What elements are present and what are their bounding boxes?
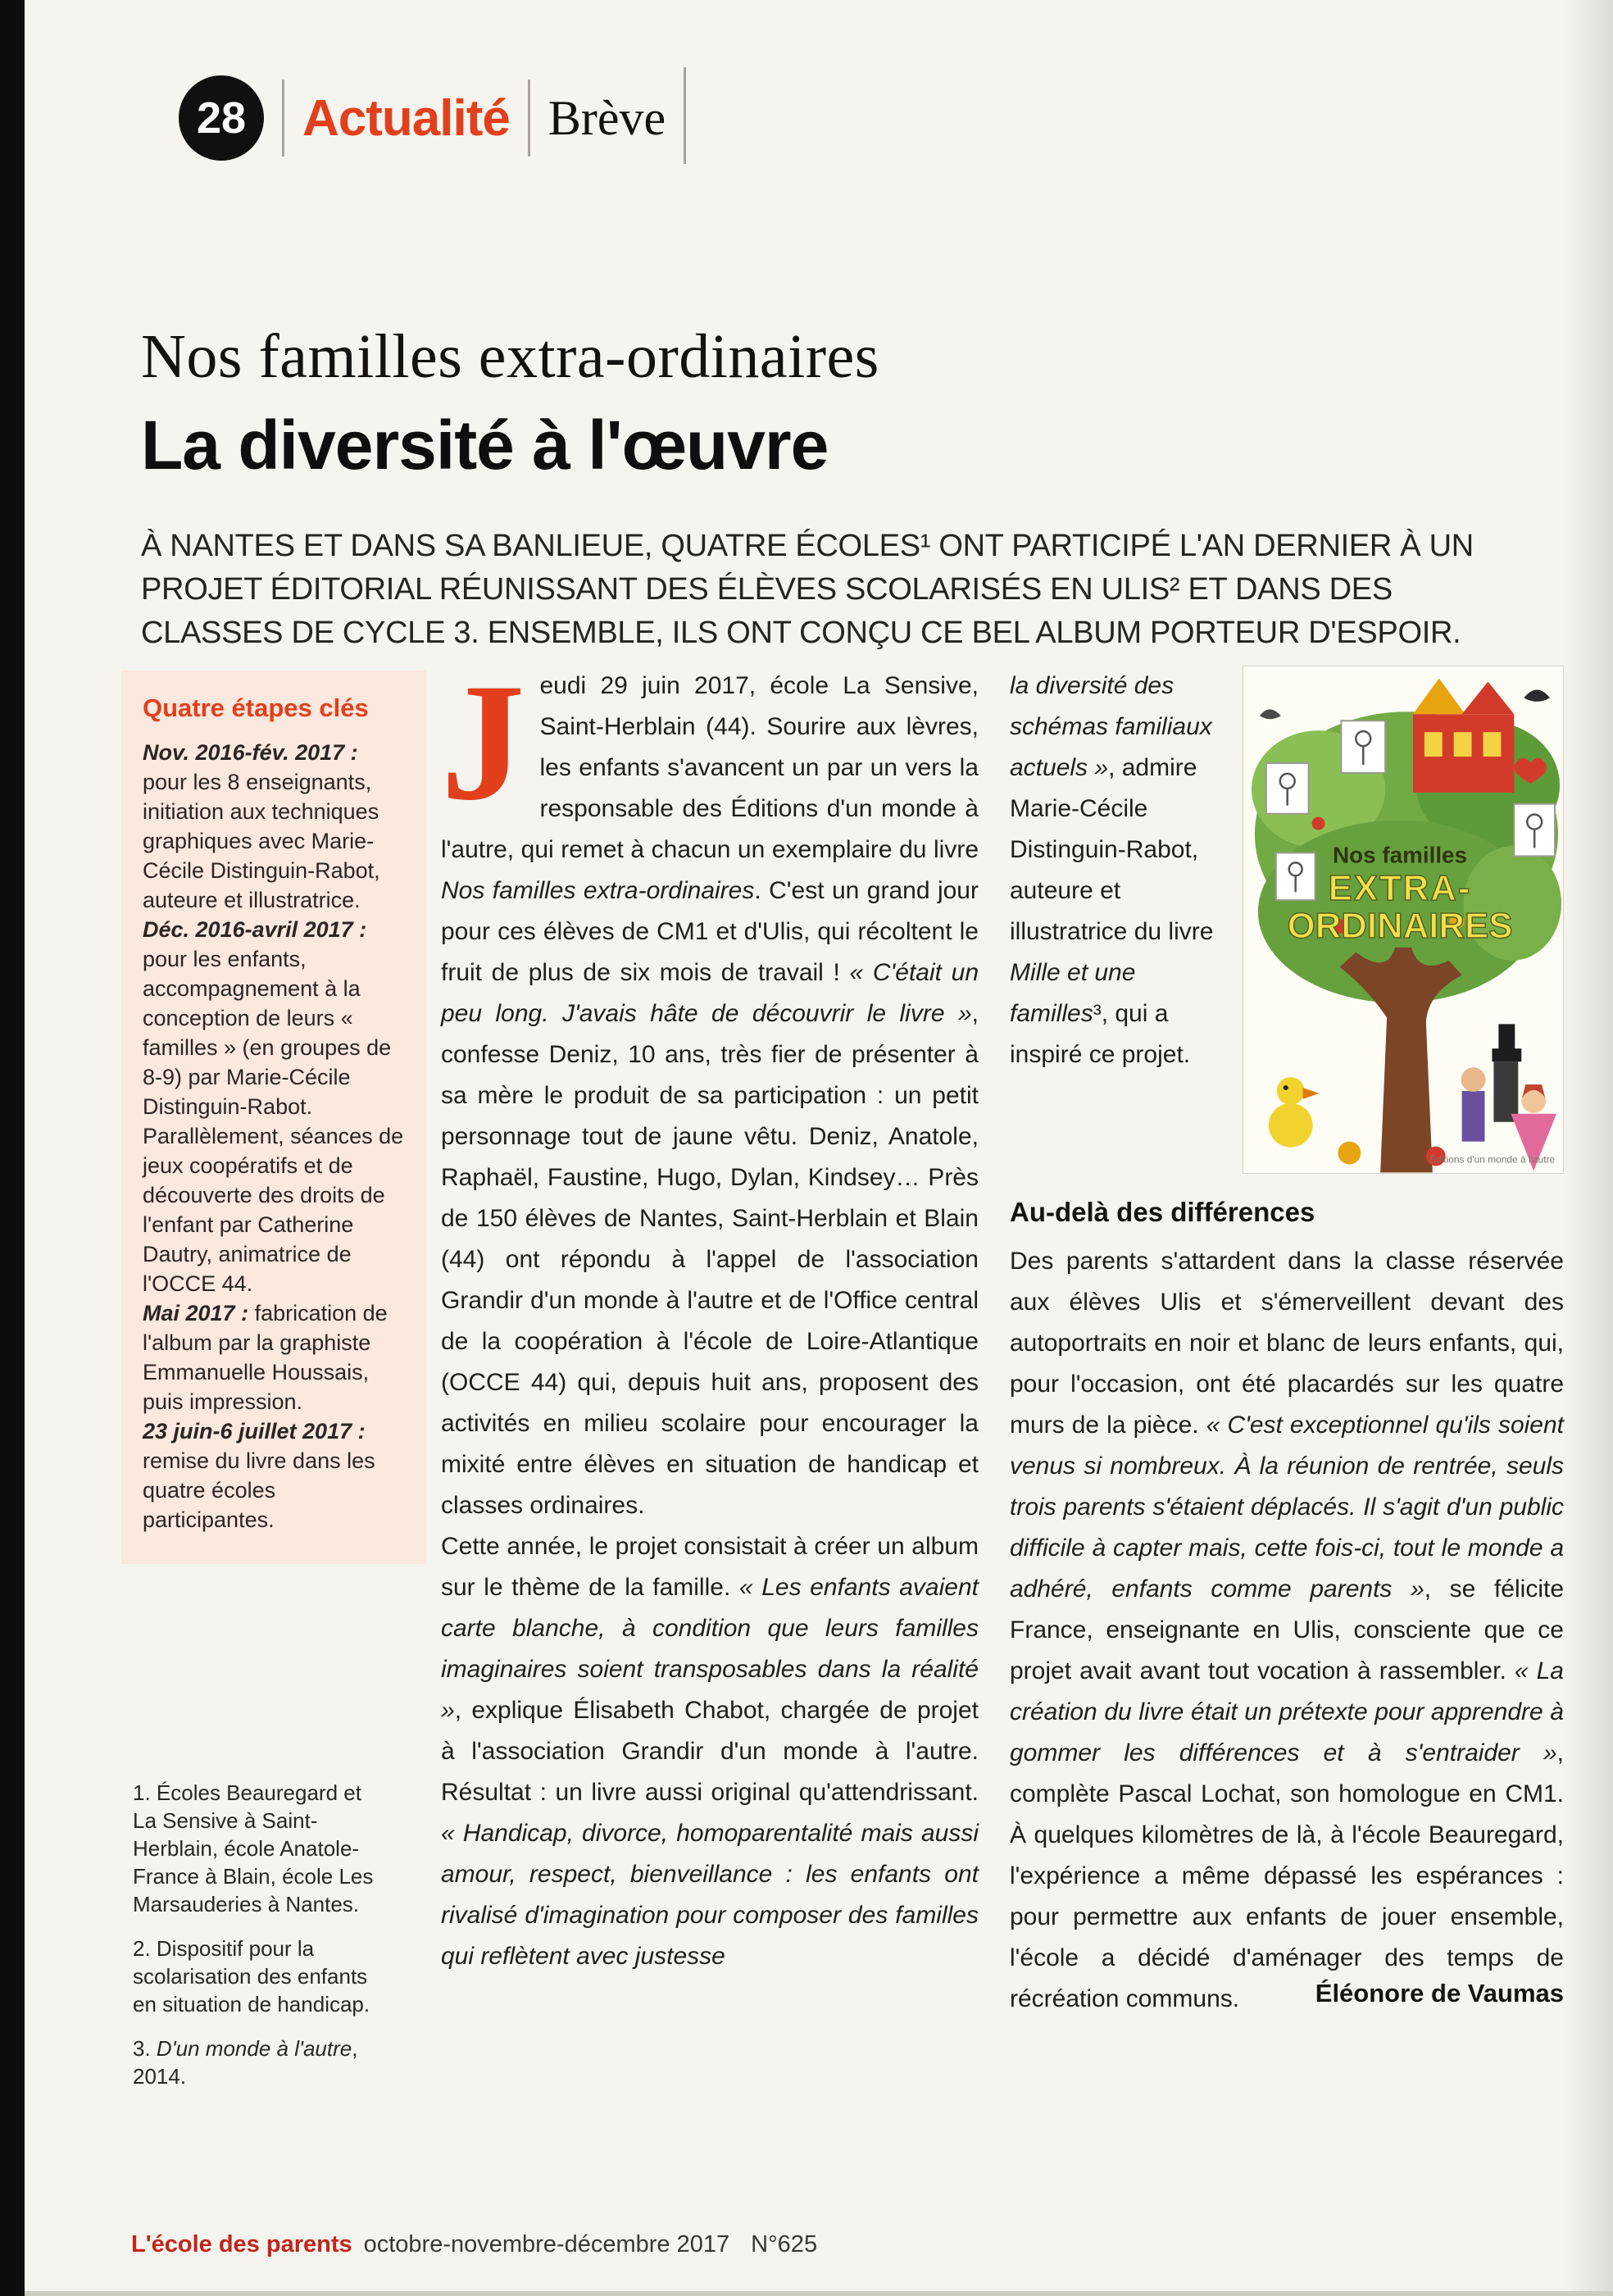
footnotes — [133, 1779, 388, 2107]
standfirst: À NANTES ET DANS SA BANLIEUE, QUATRE ÉCOLES¹ ONT PARTICIPÉ L'AN DERNIER À UN PROJET ÉDITORIAL RÉUNISSANT DES ÉLÈVES SCOLARISÉS EN ULIS² ET DANS DES CLASSES DE CYCLE 3. ENSEMBLE, ILS ONT CONÇU CE BEL ALBUM PORTEUR D'ESPOIR. — [141, 529, 1474, 651]
book-cover-art — [1243, 666, 1563, 1173]
magazine-name: L'école des parents — [131, 2231, 352, 2257]
book-cover-title-line3: ORDINAIRES — [1287, 905, 1513, 946]
article-column-2 — [1010, 666, 1564, 2012]
paragraph: la diversité des schémas familiaux actuels », admire Marie-Cécile Distinguin-Rabot, auteure et illustratrice du livre Mille et une familles³, qui a inspiré ce projet. — [1010, 672, 1214, 1068]
page-number-badge: 28 — [179, 75, 264, 161]
book-cover-illustration — [1243, 666, 1564, 1174]
scan-edge-left — [0, 0, 25, 2296]
scan-edge-right — [1564, 0, 1613, 2296]
scan-edge-bottom — [25, 2291, 1613, 2296]
sidebar-title: Quatre étapes clés — [143, 693, 369, 722]
section-subhead: Au-delà des différences — [1010, 1197, 1315, 1227]
article-title: La diversité à l'œuvre — [141, 407, 829, 484]
section-label: Actualité — [302, 89, 510, 147]
drop-cap: J — [441, 649, 525, 835]
paragraph: Cette année, le projet consistait à créer un album sur le thème de la famille. « Les enfants avaient carte blanche, à condition que leurs familles imaginaires soient transposables dans la réalité », explique Élisabeth Chabot, chargée de projet à l'association Grandir d'un monde à l'autre. Résultat : un livre aussi original qu'attendrissant. « Handicap, divorce, homoparentalité mais aussi amour, respect, bienveillance : les enfants ont rivalisé d'imagination pour composer des familles qui reflètent avec justesse — [441, 1533, 979, 1970]
footnote: 2. Dispositif pour la scolarisation des enfants en situation de handicap. — [133, 1936, 370, 2016]
sidebar-step: Nov. 2016-fév. 2017 : pour les 8 enseignants, initiation aux techniques graphiques avec Marie-Cécile Distinguin-Rabot, auteure et illustratrice. — [143, 740, 380, 912]
header-divider — [684, 67, 686, 164]
header-divider — [282, 80, 284, 157]
page-header — [179, 72, 686, 164]
sidebar-step: 23 juin-6 juillet 2017 : remise du livre dans les quatre écoles participantes. — [143, 1419, 375, 1532]
footnote: 1. Écoles Beauregard et La Sensive à Saint-Herblain, école Anatole-France à Blain, école Les Marsauderies à Nantes. — [133, 1780, 374, 1916]
paragraph: eudi 29 juin 2017, école La Sensive, Saint-Herblain (44). Sourire aux lèvres, les enfants s'avancent un par un vers la responsable des Éditions d'un monde à l'autre, qui remet à chacun un exemplaire du livre Nos familles extra-ordinaires. C'est un grand jour pour ces élèves de CM1 et d'Ulis, qui récoltent le fruit de plus de six mois de travail ! « C'était un peu long. J'avais hâte de découvrir le livre », confesse Deniz, 10 ans, très fier de présenter à sa mère le produit de sa participation : un petit personnage tout de jaune vêtu. Deniz, Anatole, Raphaël, Faustine, Hugo, Dylan, Kindsey… Près de 150 élèves de Nantes, Saint-Herblain et Blain (44) ont répondu à l'appel de l'association Grandir d'un monde à l'autre et de l'Office central de la coopération à l'école de Loire-Atlantique (OCCE 44) qui, depuis huit ans, proposent des activités en milieu scolaire pour encourager la mixité entre élèves en situation de handicap et classes ordinaires. — [441, 672, 979, 1519]
title-block — [141, 321, 1543, 656]
issue-date: octobre-novembre-décembre 2017 — [363, 2231, 730, 2257]
article-column-1 — [441, 649, 979, 1977]
sidebar-step: Mai 2017 : fabrication de l'album par la graphiste Emmanuelle Houssais, puis impression. — [143, 1301, 388, 1414]
article-kicker: Nos familles extra-ordinaires — [141, 322, 879, 391]
issue-number: N°625 — [751, 2231, 818, 2257]
page-footer — [131, 2231, 817, 2258]
header-divider — [528, 80, 530, 157]
book-cover-publisher: Éditions d'un monde à l'autre — [1429, 1153, 1556, 1166]
sidebar-step: Déc. 2016-avril 2017 : pour les enfants, accompagnement à la conception de leurs « familles » (en groupes de 8-9) par Marie-Cécile Distinguin-Rabot. Parallèlement, séances de jeux coopératifs et de découverte des droits de l'enfant par Catherine Dautry, animatrice de l'OCCE 44. — [143, 917, 404, 1296]
book-cover-title-line2: EXTRA- — [1328, 868, 1472, 909]
byline: Éléonore de Vaumas — [1315, 1979, 1564, 2007]
wrap-row — [1010, 666, 1564, 1174]
paragraph: Des parents s'attardent dans la classe réservée aux élèves Ulis et s'émerveillent devant des autoportraits en noir et blanc de leurs enfants, qui, pour l'occasion, ont été placardés sur les quatre murs de la pièce. « C'est exceptionnel qu'ils soient venus si nombreux. À la réunion de rentrée, seuls trois parents s'étaient déplacés. Il s'agit d'un public difficile à capter mais, cette fois-ci, tout le monde a adhéré, enfants comme parents », se félicite France, enseignante en Ulis, consciente que ce projet avait avant tout vocation à rassembler. « La création du livre était un prétexte pour apprendre à gommer les différences et à s'entraider », complète Pascal Lochat, son homologue en CM1. À quelques kilomètres de là, à l'école Beauregard, l'expérience a même dépassé les espérances : pour permettre aux enfants de jouer ensemble, l'école a décidé d'aménager des temps de récréation communs. — [1010, 1248, 1564, 2012]
sidebar-box — [121, 671, 426, 1564]
subsection-label: Brève — [548, 90, 666, 145]
footnote: 3. D'un monde à l'autre, 2014. — [133, 2036, 358, 2089]
book-cover-title-small: Nos familles — [1333, 842, 1468, 868]
